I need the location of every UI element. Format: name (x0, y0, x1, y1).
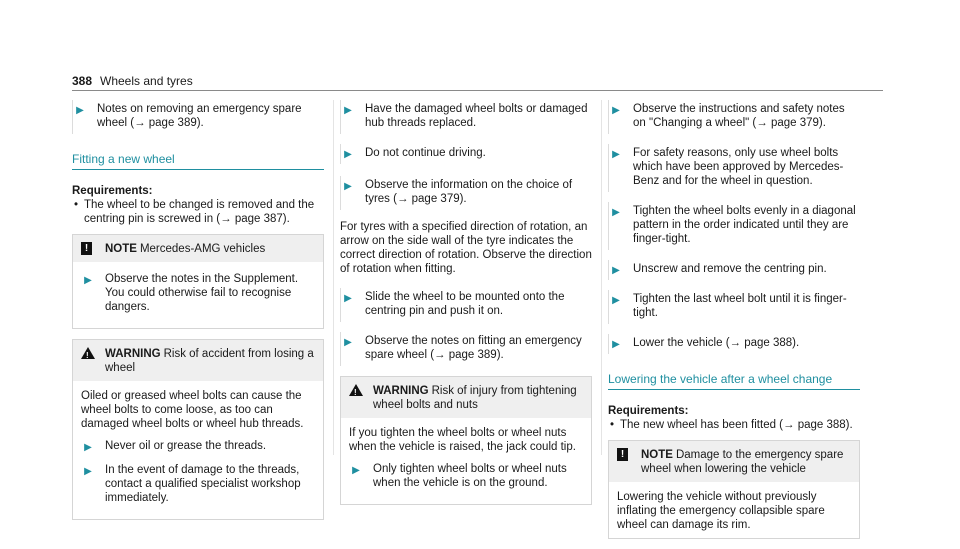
note-label: NOTE (105, 243, 137, 255)
column-2 (340, 100, 592, 515)
step-item: ▶ Observe the instructions and safety notes on "Changing a wheel" (→ page 379). (608, 100, 860, 134)
arrow-right-icon: ▶ (344, 293, 352, 304)
step-item: ▶ Do not continue driving. (340, 144, 592, 164)
arrow-right-icon: ▶ (612, 339, 620, 350)
arrow-right-icon: ▶ (84, 442, 92, 453)
warning-header (341, 377, 591, 418)
note-header (609, 441, 859, 482)
warning-label: WARNING (373, 385, 429, 397)
warning-box (340, 376, 592, 505)
arrow-right-icon: ▶ (344, 181, 352, 192)
note-header (73, 235, 323, 262)
step-item: ▶ Only tighten wheel bolts or wheel nuts when the vehicle is on the ground. (349, 460, 583, 494)
step-item: ▶ Have the damaged wheel bolts or damaged hub threads replaced. (340, 100, 592, 134)
arrow-right-icon: ▶ (84, 275, 92, 286)
note-title: Damage to the emergency spare wheel when lowering the vehicle (641, 449, 844, 475)
step-item: ▶ Observe the notes on fitting an emergency spare wheel (→ page 389). (340, 332, 592, 366)
column-1 (72, 100, 324, 530)
note-box (608, 440, 860, 539)
note-box (72, 234, 324, 329)
note-title: Mercedes-AMG vehicles (139, 243, 266, 255)
requirement-item: • The wheel to be changed is removed and the centring pin is screwed in (→ page 387). (74, 199, 315, 225)
arrow-right-icon: ▶ (344, 149, 352, 160)
header-rule (72, 90, 883, 91)
arrow-right-icon: ▶ (352, 465, 360, 476)
direction-paragraph: For tyres with a specified direction of rotation, an arrow on the side wall of the tyre indicates the correct direction of rotation. Observe the direction of rotation when fitting. (340, 221, 592, 275)
arrow-right-icon: ▶ (612, 295, 620, 306)
step-item: ▶ Observe the information on the choice of tyres (→ page 379). (340, 176, 592, 210)
note-label: NOTE (641, 449, 673, 461)
warning-header (73, 340, 323, 381)
arrow-right-icon: ▶ (344, 337, 352, 348)
page-number: 388 (72, 74, 93, 88)
step-item: ▶ Tighten the wheel bolts evenly in a diagonal pattern in the order indicated until they are finger-tight. (608, 202, 860, 250)
step-item: ▶ Notes on removing an emergency spare wheel (→ page 389). (72, 100, 324, 134)
warning-text: If you tighten the wheel bolts or wheel nuts when the vehicle is raised, the jack could tip. (349, 427, 576, 453)
step-item: ▶ Observe the notes in the Supplement. You could otherwise fail to recognise dangers. (81, 270, 315, 318)
section-title: Fitting a new wheel (72, 152, 324, 170)
arrow-right-icon: ▶ (612, 265, 620, 276)
step-item: ▶ Unscrew and remove the centring pin. (608, 260, 860, 280)
exclamation-icon: ! (617, 448, 628, 461)
exclamation-icon: ! (81, 242, 92, 255)
bullet-icon: • (610, 419, 615, 431)
warning-title: Risk of accident from losing a wheel (105, 348, 314, 374)
column-separator (333, 100, 334, 455)
note-text: Lowering the vehicle without previously inflating the emergency collapsible spare wheel can damage its rim. (617, 491, 825, 531)
warning-title: Risk of injury from tightening wheel bolts and nuts (373, 385, 577, 411)
arrow-right-icon: ▶ (612, 207, 620, 218)
chapter-title: Wheels and tyres (100, 74, 193, 88)
step-item: ▶ For safety reasons, only use wheel bolts which have been approved by Mercedes-Benz and for the wheel in question. (608, 144, 860, 192)
requirements-label: Requirements: (608, 405, 689, 417)
arrow-right-icon: ▶ (612, 105, 620, 116)
section-title: Lowering the vehicle after a wheel change (608, 372, 860, 390)
arrow-right-icon: ▶ (84, 466, 92, 477)
warning-icon: ! (349, 384, 363, 396)
step-item: ▶ Never oil or grease the threads. (81, 437, 315, 457)
step-item: ▶ Tighten the last wheel bolt until it is finger-tight. (608, 290, 860, 324)
arrow-right-icon: ▶ (76, 105, 84, 116)
arrow-right-icon: ▶ (344, 105, 352, 116)
warning-label: WARNING (105, 348, 161, 360)
warning-icon: ! (81, 347, 95, 359)
step-item: ▶ In the event of damage to the threads, contact a qualified specialist workshop immediately. (81, 461, 315, 509)
step-item: ▶ Slide the wheel to be mounted onto the centring pin and push it on. (340, 288, 592, 322)
bullet-icon: • (74, 199, 79, 211)
column-3 (608, 100, 860, 549)
warning-text: Oiled or greased wheel bolts can cause the wheel bolts to come loose, as too can damaged wheel bolts or wheel hub threads. (81, 390, 304, 430)
warning-box (72, 339, 324, 520)
step-item: ▶ Lower the vehicle (→ page 388). (608, 334, 860, 354)
arrow-right-icon: ▶ (612, 149, 620, 160)
column-separator (601, 100, 602, 455)
requirements-label: Requirements: (72, 185, 153, 197)
requirement-item: • The new wheel has been fitted (→ page 388). (610, 419, 853, 431)
